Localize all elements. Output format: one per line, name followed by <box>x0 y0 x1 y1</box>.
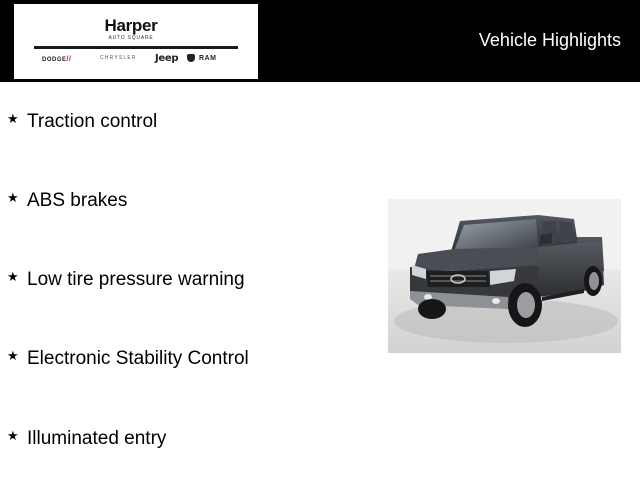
brand-row <box>42 54 232 66</box>
brand-chrysler: CHRYSLER <box>100 55 137 61</box>
ram-head-icon <box>187 54 195 62</box>
header-bar <box>0 0 640 82</box>
dealer-logo <box>14 4 258 79</box>
feature-label: Illuminated entry <box>27 428 167 449</box>
star-icon: ★ <box>7 112 19 127</box>
star-icon: ★ <box>7 429 19 444</box>
logo-subtitle: AUTO SQUARE <box>108 35 154 41</box>
feature-label: Traction control <box>27 111 158 132</box>
feature-label: ABS brakes <box>27 190 128 211</box>
pickup-truck-image <box>388 199 621 353</box>
feature-label: Electronic Stability Control <box>27 348 249 369</box>
star-icon: ★ <box>7 349 19 364</box>
star-icon: ★ <box>7 270 19 285</box>
brand-ram: RAM <box>187 54 216 62</box>
feature-label: Low tire pressure warning <box>27 269 245 290</box>
vehicle-photo <box>388 199 621 353</box>
logo-name: Harper <box>104 16 158 35</box>
brand-jeep: Jeep <box>155 53 179 64</box>
logo-divider <box>34 46 238 49</box>
star-icon: ★ <box>7 191 19 206</box>
page-title: Vehicle Highlights <box>478 30 621 50</box>
brand-dodge: DODGE// <box>42 56 72 63</box>
feature-list <box>0 82 380 480</box>
